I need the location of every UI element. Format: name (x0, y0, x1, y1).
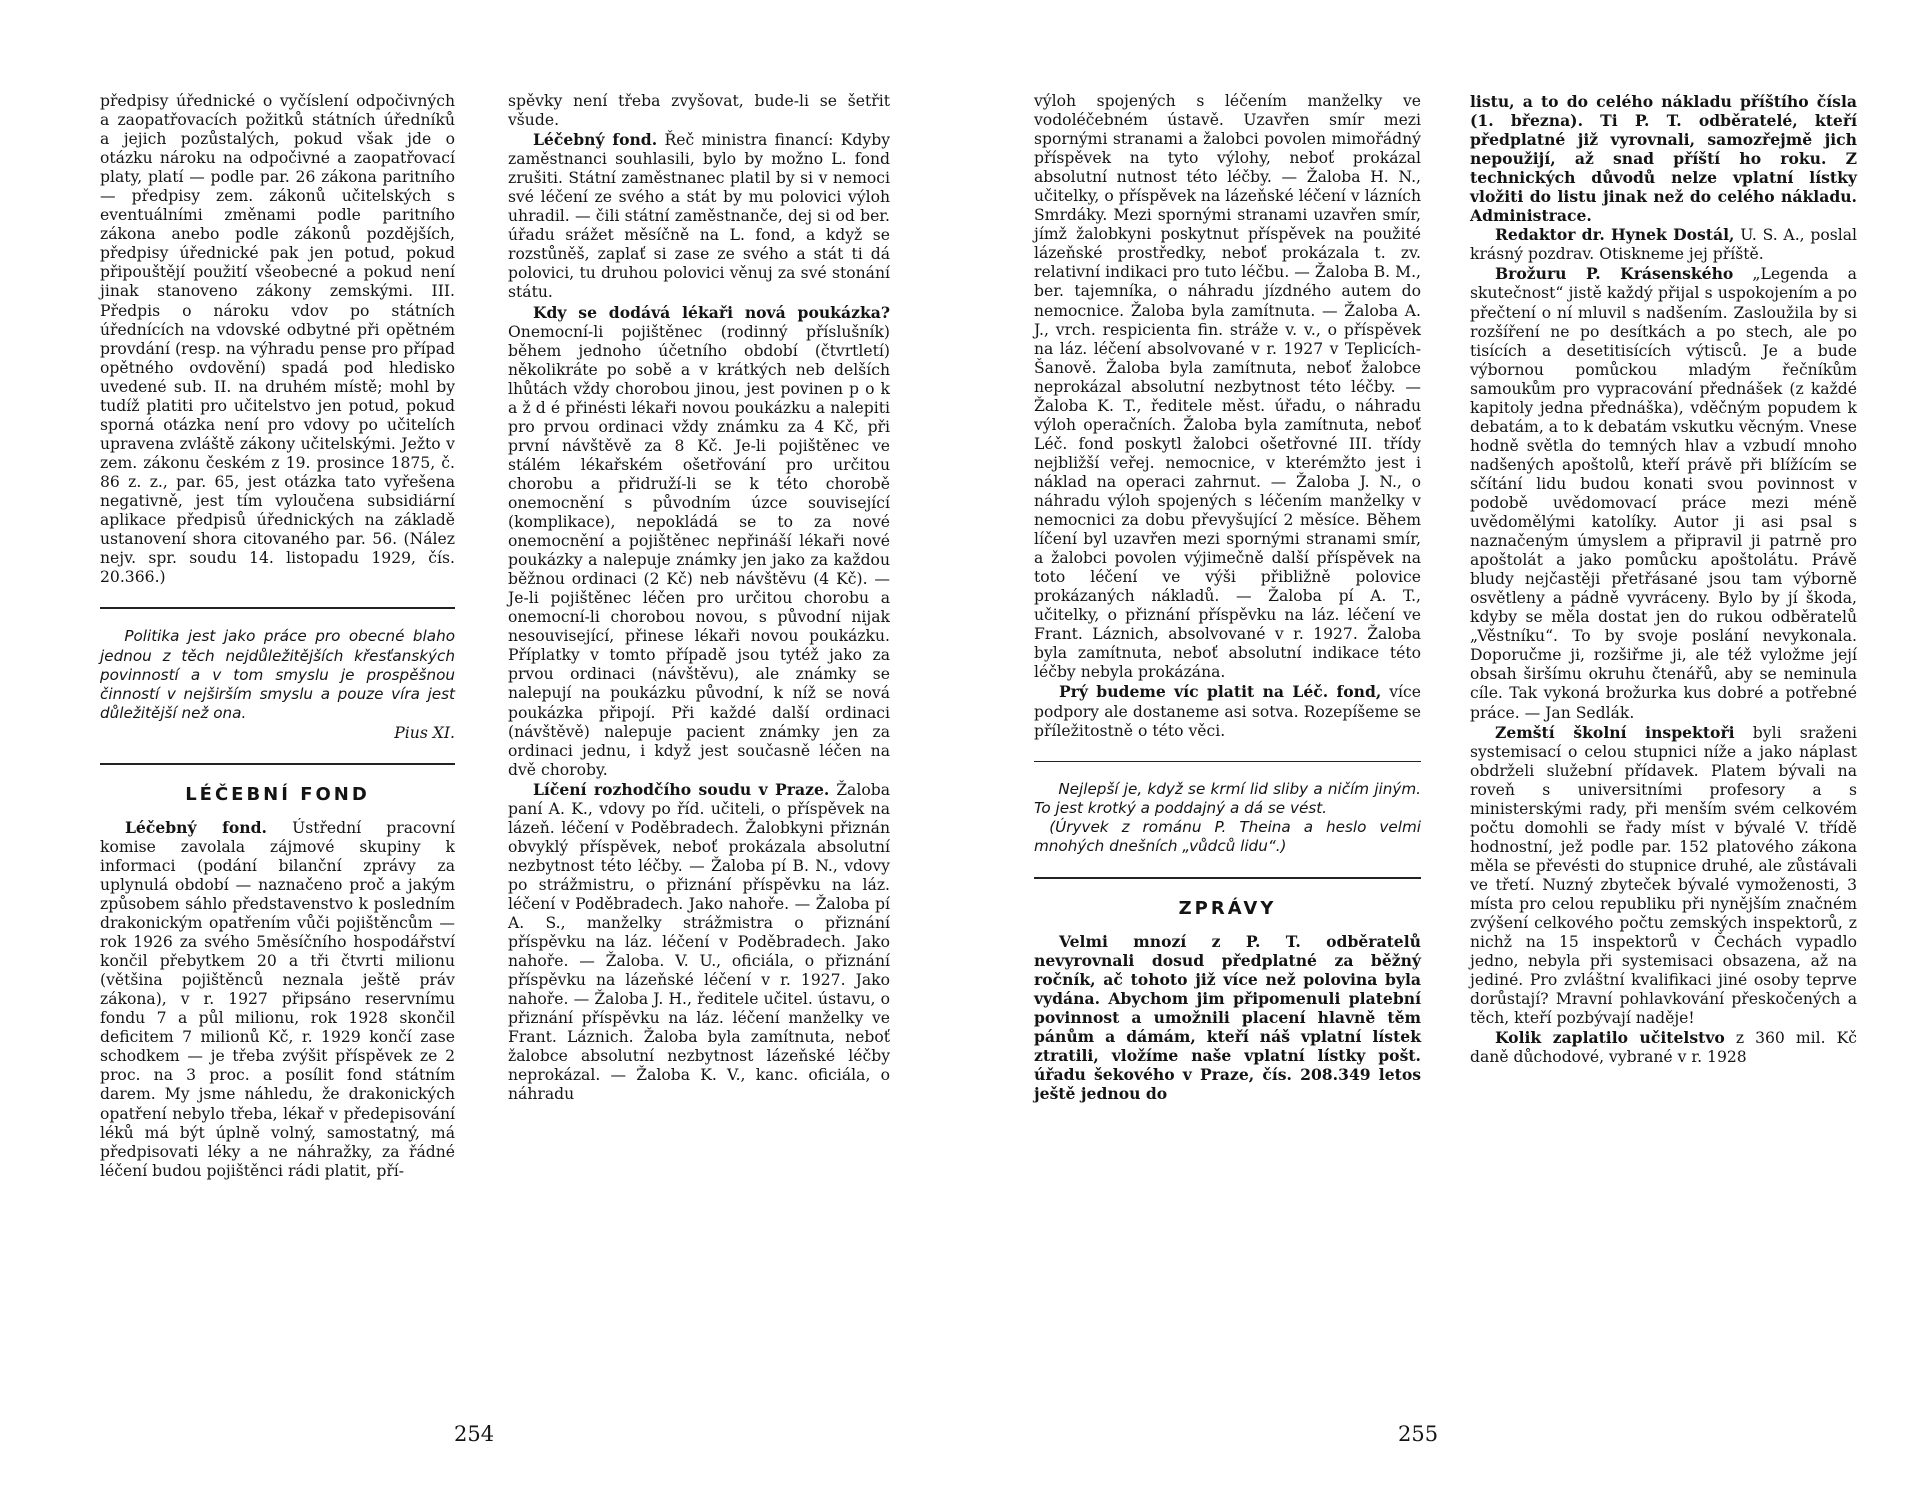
left-page (0, 0, 940, 1500)
section-heading-zpravy: ZPRÁVY (1178, 897, 1277, 919)
right-page (1010, 0, 1906, 1500)
paragraph-liceni-soudu (508, 780, 890, 1105)
paragraph-redaktor (1470, 225, 1857, 264)
quote-author: Pius XI. (394, 723, 455, 742)
paragraph-lead: Kdy se dodává lékaři nová poukázka? (532, 302, 890, 322)
paragraph-lecebny-fond-2 (508, 130, 890, 302)
novel-quote (1034, 780, 1421, 857)
left-column-2 (508, 92, 890, 1104)
paragraph-text: „Legenda a skutečnost“ jistě každý přijal s uspokojením a po přečtení o ní mluvil s nadšením. Zasloužila by si rozšíření ne po desítkách a po stech, ale po tisících a desetitisících výtisců. Je a bude výbornou pomůckou mladým řečníkům samoukům pro vypracování přednášek (z každé kapitoly jedna přednáška), vděčným popudem k debatám, a to k debatám vskutku věcným. Vnese hodně světla do temných hlav a vzbudí mnoho nadšených apoštolů, kteří právě při blížícím se sčítání lidu budou konati svou povinnost v podobě uvědomovací práce mezi méně uvědomělými katolíky. Autor ji asi psal s naznačeným úmyslem a připravil ji patrně pro apoštolát a jako pomůcku apoštolátu. Právě bludy nejčastěji přetřásané jsou tam výborně osvětleny a pádně vyvráceny. Bylo by jí škoda, kdyby se měla dostat jen do rukou odběratelů „Věstníku“. To by svoje poslání nevykonala. Doporučme ji, rozšiřme ji, ale též vyložme její obsah širšímu okruhu čtenářů, aby se neminula cíle. Tak vykoná brožurka kus dobré a potřebné práce. — Jan Sedlák. (1470, 265, 1857, 722)
paragraph-lead: Zemští školní inspektoři (1494, 722, 1735, 742)
quote-text: Politika jest jako práce pro obecné blaho jednou z těch nejdůležitějších křesťanských povinností a v tom smyslu je prospěšnou činností v nejširším smyslu a pouze víra jest důležitější než ona. (100, 627, 455, 723)
paragraph-lead: Léčebný fond. (532, 130, 658, 150)
section-heading-lecebni-fond: LÉČEBNÍ FOND (185, 783, 370, 805)
page-number: 255 (1398, 1422, 1439, 1446)
paragraph-text: Onemocní-li pojištěnec (rodinný příslušník) během jednoho účetního období (čtvrtletí) několikráte po sobě a v krátkých neb delších lhůtách vždy chorobou jinou, jest povinen p o k a ž d é přinésti lékaři novou poukázku a nalepiti pro prvou ordinaci vždy známku za 4 Kč, při první návštěvě za 8 Kč. Je-li pojištěnec ve stálém lékařském ošetřování pro určitou chorobu a přidruží-li se k této chorobě onemocnění s původním úzce související (komplikace), nepokládá se to za nové onemocnění a pojištěnec nepřináší lékaři nové poukázky a nalepuje známky jen jako za každou běžnou ordinaci (2 Kč) neb návštěvu (4 Kč). — Je-li pojištěnec léčen pro určitou chorobu a onemocní-li chorobou novou, s původní nijak nesouvisející, přinese lékaři novou poukázku. Příplatky v tomto případě jsou tytéž jako za prvou ordinaci (návštěvu), ale známky se nalepují na poukázku původní, k níž se nová poukázka připojí. Při každé další ordinaci (návštěvě) nalepuje pacient známky jen za ordinaci jednu, i když jest současně léčen na dvě choroby. (508, 322, 890, 779)
paragraph-lead: Redaktor dr. Hynek Dostál, (1494, 225, 1735, 245)
paragraph-opening: předpisy úřednické o vyčíslení odpočivných a zaopatřovacích požitků státních úředníků a jejich pozůstalých, pokud však jde o otázku nároku na odpočivné a zaopatřovací platy, platí — podle par. 26 zákona paritního — předpisy zem. zákonů učitelských s eventuálními změnami podle paritního zákona anebo podle zákonů pozdějších, předpisy úřednické pak jen potud, pokud připouštějí použití všeobecné a pokud není jinak stanoveno zákony zemskými. III. Předpis o nároku vdov po státních úřednících na vdovské odbytné při opětném provdání (resp. na výhradu pense pro případ opětného ovdovění) spadá pod hledisko uvedené sub. II. na druhém místě; mohl by tudíž platiti pro učitelstvo jen potud, pokud sporná otázka není pro vdovy po učitelích upravena zvláště zákony učitelskými. Ježto v zem. zákonu českém z 19. prosince 1875, č. 86 z. z., par. 65, jest otázka tato vyřešena negativně, jest tím vyloučena subsidiární aplikace předpisů úřednických na základě ustanovení shora citovaného par. 56. (Nález nejv. spr. soudu 14. listopadu 1929, čís. 20.366.) (100, 92, 455, 587)
paragraph-lead: Kolik zaplatilo učitelstvo (1494, 1028, 1725, 1048)
notice-continuation: listu, a to do celého nákladu příštího čísla (1. března). Ti P. T. odběratelé, kteří předplatné již vyrovnali, samozřejmě jich nepoužijí, až snad příští ho roku. Z technických důvodů nelze vplatní lístky vložiti do listu jinak než do celého nákladu. Administrace. (1470, 92, 1857, 226)
paragraph-text: z 360 mil. Kč daně důchodové, vybrané v r. 1928 (1470, 1029, 1857, 1067)
notice-subscribers: Velmi mnozí z P. T. odběratelů nevyrovnali dosud předplatné za běžný ročník, ač tohoto již více než polovina byla vydána. Abychom jim připomenuli platební povinnost a umožnili placení hlavně těm pánům a dámám, kteří náš vplatní lístek ztratili, vložíme naše vplatní lístky pošt. úřadu šekového v Praze, čís. 208.349 letos ještě jednou do (1034, 931, 1421, 1104)
left-column-1 (100, 92, 455, 1181)
quote-source: (Úryvek z románu P. Theina a heslo velmi mnohých dnešních „vůdců lidu“.) (1034, 818, 1421, 856)
paragraph-continuation: spěvky není třeba zvyšovat, bude-li se šetřit všude. (508, 92, 890, 130)
page-number: 254 (454, 1422, 495, 1446)
divider (1034, 877, 1421, 879)
paragraph-lead: Prý budeme víc platit na Léč. fond, (1058, 682, 1382, 702)
paragraph-lead: Brožuru P. Krásenského (1494, 264, 1734, 284)
paragraph-lead: Léčebný fond. (124, 817, 267, 837)
paragraph-continuation: výloh spojených s léčením manželky ve vodoléčebném ústavě. Uzavřen smír mezi spornými stranami a žalobci povolen mimořádný příspěvek na tyto výlohy, neboť prokázal absolutní nutnost této léčby. — Žaloba H. N., učitelky, o příspěvek na lázeňské léčení v lázních Smrdáky. Mezi spornými stranami uzavřen smír, jímž žalobkyni poskytnut příspěvek na použité lázeňské prostředky, neboť prokázala t. zv. relativní indikaci pro tuto léčbu. — Žaloba B. M., ber. tajemníka, o náhradu jízdného autem do nemocnice. Žaloba byla zamítnuta. — Žaloba A. J., vrch. respicienta fin. stráže v. v., o příspěvek na láz. léčení absolvované v r. 1927 v Teplicích-Šanově. Žaloba byla zamítnuta, neboť žalobce neprokázal absolutní nezbytnost této léčby. — Žaloba K. T., ředitele měst. úřadu, o náhradu výloh operačních. Žaloba byla zamítnuta, neboť Léč. fond poskytl žalobci ošetřovné III. třídy nejbližší veřej. nemocnice, v kterémžto jest i náklad na operaci zahrnut. — Žaloba J. N., o náhradu výloh spojených s léčením manželky v nemocnici za dobu převyšující 2 měsíce. Během líčení byl uzavřen mezi spornými stranami smír, a žalobci povolen výjimečně další příspěvek na toto léčení ve výši přibližně polovice prokázaných nákladů. — Žaloba pí A. T., učitelky, o přiznání příspěvku na láz. léčení ve Frant. Láznich, absolvované v r. 1927. Žaloba byla zamítnuta, neboť absolutní indikace této léčby nebyla prokázána. (1034, 92, 1421, 682)
paragraph-zemsti-inspektori (1470, 723, 1857, 1029)
paragraph-text: U. S. A., poslal krásný pozdrav. Otiskneme jej příště. (1470, 226, 1857, 264)
divider (1034, 761, 1421, 762)
paragraph-lecebny-fond (100, 818, 455, 1181)
right-column-1 (1034, 92, 1421, 1103)
paragraph-text: Řeč ministra financí: Kdyby zaměstnanci souhlasili, bylo by možno L. fond zrušiti. Státní zaměstnanec platil by si v nemoci své léčení ze svého a stát by mu polovici výloh uhradil. — čili státní zaměstnanče, dej si od ber. úřadu srážet měsíčně na L. fond, a když se rozstůněš, zaplať si zase ze svého a stát ti dá polovici, tu druhou polovici věnuj za své stonání státu. (508, 131, 890, 302)
divider (100, 763, 455, 765)
paragraph-lead: Líčení rozhodčího soudu v Praze. (532, 779, 830, 799)
paragraph-text: Ústřední pracovní komise zavolala zájmové skupiny k informaci (podání bilanční zprávy za uplynulá období — naznačeno proč a jakým způsobem sáhlo představenstvo k posledním drakonickým opatřením vůči pojištěncům — rok 1926 za svého 5měsíčního hospodářství končil přebytkem 20 a tři čtvrti milionu (většina pojištěnců neznala ještě práv zákona), v r. 1927 připsáno reservnímu fondu 7 a půl milionu, rok 1928 skončil deficitem 7 milionů Kč, r. 1929 končí zase schodkem — je třeba zvýšit příspěvek ze 2 proc. na 3 proc. a posílit fond státním darem. My jsme náhledu, že drakonických opatření nebylo třeba, lékař v předepisování léků má být úplně volný, samostatný, má předpisovati léky a ne náhražky, za řádné léčení budou pojištěnci rádi platit, pří- (100, 818, 455, 1180)
paragraph-pry-budeme (1034, 682, 1421, 740)
paragraph-kdy-se-dodava (508, 303, 890, 780)
pius-quote (100, 627, 455, 743)
divider (100, 607, 455, 609)
paragraph-text: byli sraženi systemisací o celou stupnici níže a jako náplast obdrželi služební přídavek. Platem bývali na roveň s universitními profesory a s ministerskými rady, při menším svém celkovém počtu domohli se řady míst v bývalé V. třídě hodnostní, jež podle par. 152 platového zákona měla se převésti do stupnice druhé, ale zůstávali ve třetí. Nuzný zbyteček bývalé vymoženosti, 3 místa pro celou republiku při nynějším značném zvýšení celkového počtu zemských inspektorů, z nichž na 15 inspektorů v Čechách vypadlo jedno, nebyla při systemisaci obsazena, až na jediné. Pro zvláštní kvalifikaci jiné osoby teprve dorůstají? Mravní pohlavkování přeskočených a těch, kteří pozbývají naděje! (1470, 723, 1857, 1028)
paragraph-kolik-zaplatilo (1470, 1028, 1857, 1067)
paragraph-text: více podpory ale dostaneme asi sotva. Rozepíšeme se příležitostně o této věci. (1034, 683, 1421, 740)
paragraph-text: Žaloba paní A. K., vdovy po říd. učiteli, o příspěvek na lázeň. léčení v Poděbradech. Žalobkyni přiznán obvyklý příspěvek, neboť prokázala absolutní nezbytnost této léčby. — Žaloba pí B. N., vdovy po strážmistru, o přiznání příspěvku na láz. léčení v Poděbradech. Jako nahoře. — Žaloba pí A. S., manželky strážmistra o přiznání příspěvku na láz. léčení v Poděbradech. Jako nahoře. — Žaloba. V. U., oficiála, o přiznání příspěvku na lázeňské léčení v r. 1927. Jako nahoře. — Žaloba J. H., ředitele učitel. ústavu, o přiznání příspěvku na láz. léčení manželky ve Frant. Láznich. Žaloba byla zamítnuta, neboť žalobce absolutní nezbytnost lázeňské léčby neprokázal. — Žaloba K. V., kanc. oficiála, o náhradu (508, 780, 890, 1104)
paragraph-brozura (1470, 264, 1857, 722)
quote-text: Nejlepší je, když se krmí lid sliby a ničím jiným. To jest krotký a poddajný a dá se vést. (1034, 779, 1421, 817)
right-column-2 (1470, 92, 1857, 1067)
